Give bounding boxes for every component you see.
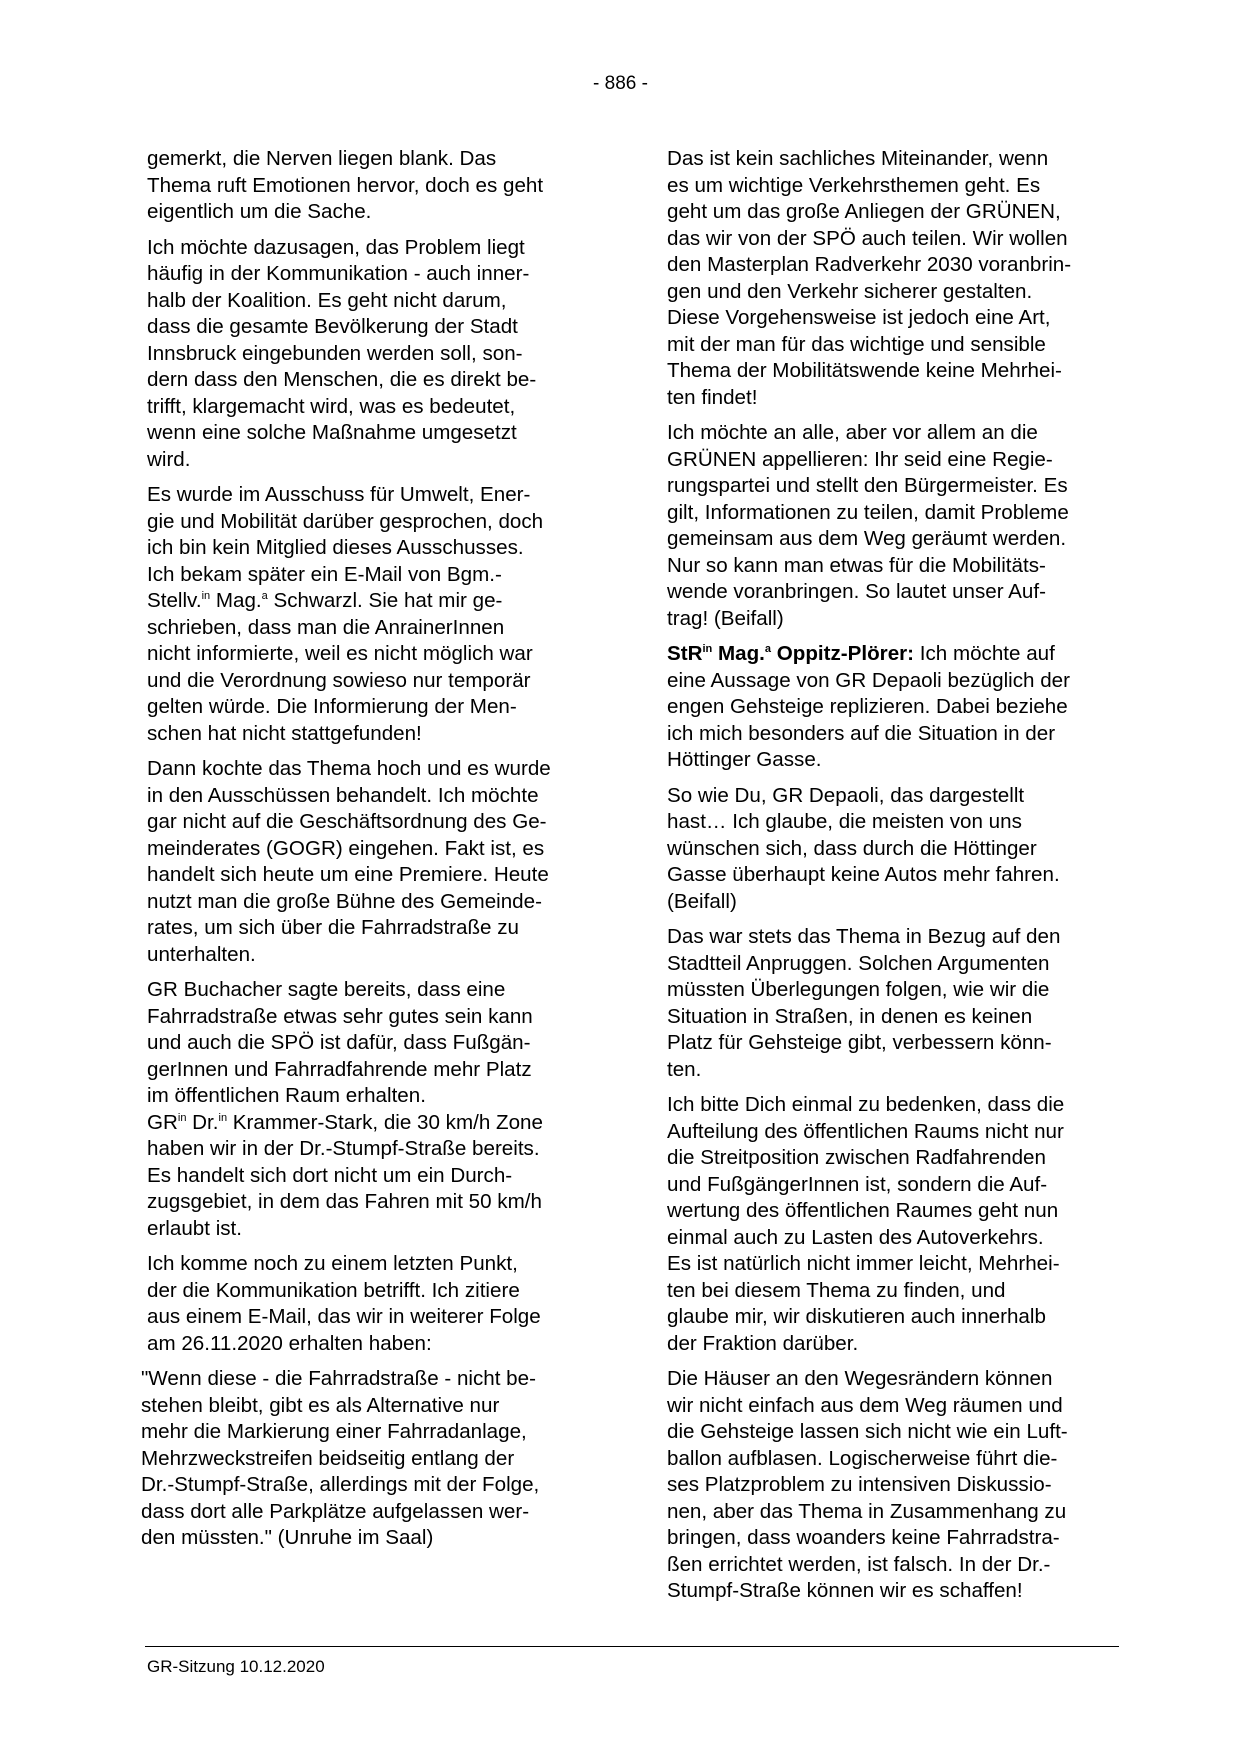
- superscript: in: [177, 1111, 187, 1124]
- page-number: - 886 -: [593, 73, 648, 94]
- left-column: [141, 146, 607, 1561]
- superscript: a: [764, 643, 772, 655]
- paragraph: So wie Du, GR Depaoli, das dargestellt hast… Ich glaube, die meisten von uns wünschen sich, dass durch die Höttinger Gasse überhaupt keine Autos mehr fahren. (Beifall): [667, 783, 1060, 913]
- text-span: Mag.: [712, 642, 765, 665]
- paragraph: [667, 641, 1127, 774]
- text-span: Schwarzl. Sie hat mir ge- schrieben, dass man die AnrainerInnen nicht informierte, weil es nicht möglich war und die Verordnung sowieso nur temporär gelten würde. Die Informierung der Men- schen hat nicht stattgefunden!: [147, 589, 533, 745]
- text-span: Es wurde im Ausschuss für Umwelt, Ener- gie und Mobilität darüber gesprochen, doch ich bin kein Mitglied dieses Ausschusses. Ich bekam später ein E-Mail von Bgm.- Stellv.: [147, 483, 544, 612]
- superscript: in: [218, 1111, 228, 1124]
- superscript: in: [201, 590, 211, 602]
- text-span: Krammer-Stark, die 30 km/h Zone haben wir in der Dr.-Stumpf-Straße bereits. Es handelt sich dort nicht um ein Durch- zugsgebiet, in dem das Fahren mit 50 km/h erlaubt ist.: [147, 1110, 543, 1240]
- paragraph: Das ist kein sachliches Miteinander, wenn es um wichtige Verkehrsthemen geht. Es geht um das große Anliegen der GRÜNEN, das wir von der SPÖ auch teilen. Wir wollen den Masterplan Radverkehr 2030 voranbrin- gen und den Verkehr sicherer gestalten. Diese Vorgehensweise ist jedoch eine Art, mit der man für das wichtige und sensible Thema der Mobilitätswende keine Mehrhei- ten findet!: [667, 147, 1072, 409]
- paragraph: Ich bitte Dich einmal zu bedenken, dass die Aufteilung des öffentlichen Raums nicht nur die Streitposition zwischen Radfahrenden und FußgängerInnen ist, sondern die Auf- wertung des öffentlichen Raumes geht nun einmal auch zu Lasten des Autoverkehrs. Es ist natürlich nicht immer leicht, Mehrhei- ten bei diesem Thema zu finden, und glaube mir, wir diskutieren auch innerhalb der Fraktion darüber.: [667, 1093, 1065, 1355]
- speaker-name: [667, 642, 914, 665]
- paragraph: Ich komme noch zu einem letzten Punkt, der die Kommunikation betrifft. Ich zitiere aus einem E-Mail, das wir in weiterer Folge am 26.11.2020 erhalten haben:: [147, 1252, 541, 1355]
- paragraph: Ich möchte dazusagen, das Problem liegt häufig in der Kommunikation - auch inner- halb der Koalition. Es geht nicht darum, dass die gesamte Bevölkerung der Stadt Innsbruck eingebunden werden soll, son- dern dass den Menschen, die es direkt be- trifft, klargemacht wird, was es bedeutet, wenn eine solche Maßnahme umgesetzt wird.: [147, 235, 537, 471]
- paragraph: [147, 482, 607, 747]
- paragraph: Ich möchte an alle, aber vor allem an die GRÜNEN appellieren: Ihr seid eine Regie- rungspartei und stellt den Bürgermeister. Es gilt, Informationen zu teilen, damit Probleme gemeinsam aus dem Weg geräumt werden. Nur so kann man etwas für die Mobilitäts- wende voranbringen. So lautet unser Auf- trag! (Beifall): [667, 421, 1069, 630]
- footer-text: GR-Sitzung 10.12.2020: [147, 1657, 325, 1676]
- paragraph: [147, 977, 607, 1242]
- paragraph: gemerkt, die Nerven liegen blank. Das Thema ruft Emotionen hervor, doch es geht eigentlich um die Sache.: [147, 147, 544, 223]
- superscript: a: [261, 590, 268, 602]
- text-span: GR Buchacher sagte bereits, dass eine Fahrradstraße etwas sehr gutes sein kann und auch die SPÖ ist dafür, dass Fußgän- gerInnen und Fahrradfahrende mehr Platz im öffentlichen Raum erhalten. GR: [147, 978, 533, 1134]
- superscript: in: [702, 643, 713, 655]
- text-span: StR: [667, 642, 703, 665]
- text-span: Dr.: [186, 1110, 219, 1134]
- text-span: Mag.: [210, 589, 262, 612]
- paragraph: Das war stets das Thema in Bezug auf den Stadtteil Anpruggen. Solchen Argumenten müssten Überlegungen folgen, wie wir die Situation in Straßen, in denen es keinen Platz für Gehsteige gibt, verbessern könn- ten.: [667, 925, 1061, 1081]
- paragraph: Dann kochte das Thema hoch und es wurde in den Ausschüssen behandelt. Ich möchte gar nicht auf die Geschäftsordnung des Ge- meinderates (GOGR) eingehen. Fakt ist, es handelt sich heute um eine Premiere. Heute nutzt man die große Bühne des Gemeinde- rates, um sich über die Fahrradstraße zu unterhalten.: [147, 757, 551, 966]
- footer-divider: [145, 1646, 1119, 1647]
- paragraph: Die Häuser an den Wegesrändern können wir nicht einfach aus dem Weg räumen und die Gehsteige lassen sich nicht wie ein Luft- ballon aufblasen. Logischerweise führt die- ses Platzproblem zu intensiven Diskussio- nen, aber das Thema in Zusammenhang zu bringen, dass woanders keine Fahrradstra- ßen errichtet werden, ist falsch. In der Dr.- Stumpf-Straße können wir es schaffen!: [667, 1367, 1068, 1602]
- text-span: Oppitz-Plörer:: [771, 642, 915, 665]
- text-span: Ich möchte auf eine Aussage von GR Depaoli bezüglich der engen Gehsteige replizieren. Dabei beziehe ich mich besonders auf die Situation in der Höttinger Gasse.: [667, 642, 1070, 771]
- quote-paragraph: "Wenn diese - die Fahrradstraße - nicht be- stehen bleibt, gibt es als Alternative nur mehr die Markierung einer Fahrradanlage, Mehrzweckstreifen beidseitig entlang der Dr.-Stumpf-Straße, allerdings mit der Folge, dass dort alle Parkplätze aufgelassen wer- den müssten." (Unruhe im Saal): [141, 1367, 540, 1549]
- right-column: [667, 146, 1127, 1614]
